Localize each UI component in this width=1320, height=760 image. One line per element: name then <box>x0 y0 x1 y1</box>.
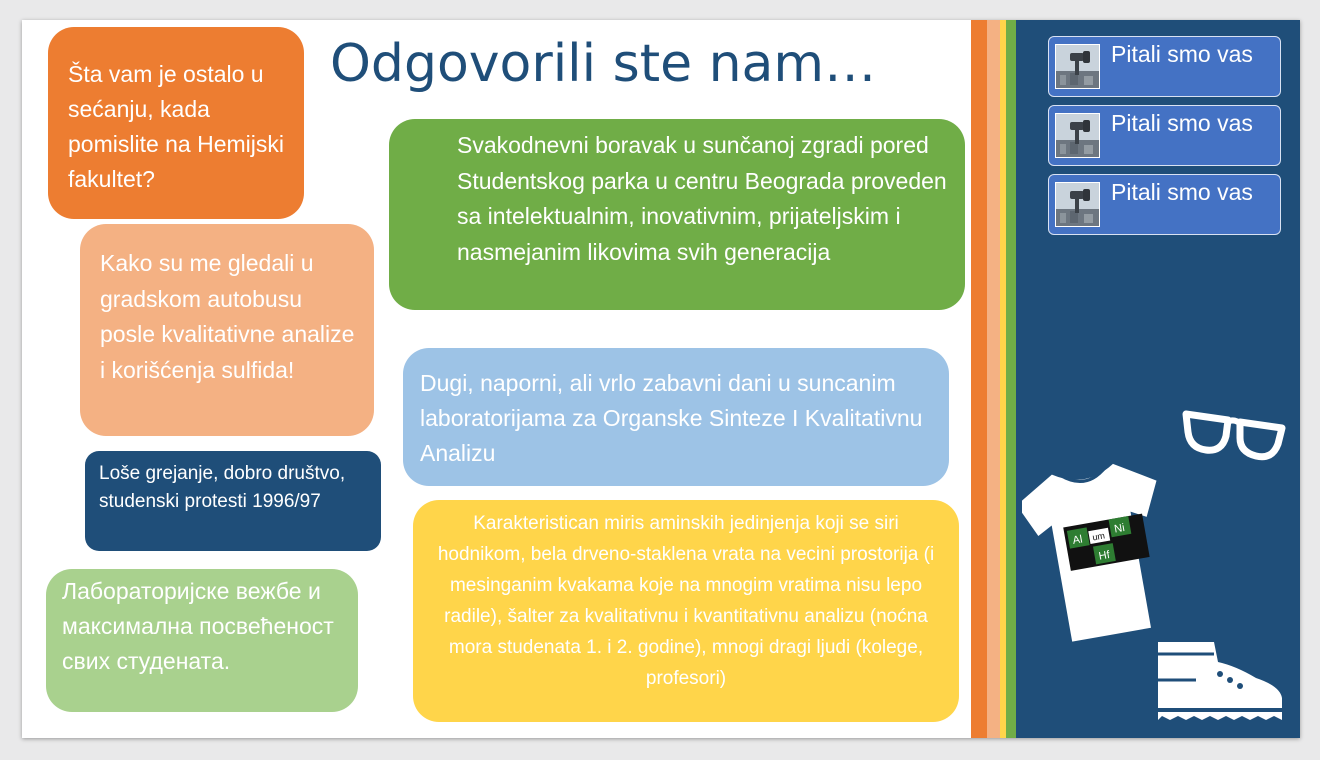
pitali-smo-vas-button-2[interactable] <box>1048 105 1281 166</box>
glasses-icon <box>1182 406 1286 462</box>
button-label: Pitali smo vas <box>1111 110 1253 136</box>
slide <box>22 20 1300 738</box>
button-label: Pitali smo vas <box>1111 41 1253 67</box>
question-bubble: Šta vam je ostalo u sećanju, kada pomislite na Hemijski fakultet? <box>48 27 304 219</box>
pitali-smo-vas-button-1[interactable] <box>1048 36 1281 97</box>
pitali-smo-vas-button-3[interactable] <box>1048 174 1281 235</box>
page-title: Odgovorili ste nam… <box>330 34 877 94</box>
binoculars-thumbnail <box>1055 44 1100 89</box>
answer-bubble-navy: Loše grejanje, dobro društvo, studenski protesti 1996/97 <box>85 451 381 551</box>
answer-bubble-yellow: Karakteristican miris aminskih jedinjenja koji se siri hodnikom, bela drveno-staklena vrata na vecini prostorija (i mesinganim kvakama koje na mnogim vratima nisu lepo radile), šalter za kvalitativnu i kvantitativnu analizu (noćna mora studenata 1. i 2. godine), mnogi dragi ljudi (kolege, profesori) <box>413 500 959 722</box>
answer-bubble-green: Svakodnevni boravak u sunčanoj zgradi pored Studentskog parka u centru Beograda proveden sa intelektualnim, inovativnim, prijateljskim i nasmejanim likovima svih generacija <box>389 119 965 310</box>
tile-ni: Ni <box>1113 521 1126 536</box>
tshirt-icon <box>1022 460 1172 645</box>
tile-al: Al <box>1071 533 1084 547</box>
answer-bubble-peach: Kako su me gledali u gradskom autobusu posle kvalitativne analize i korišćenja sulfida! <box>80 224 374 436</box>
stripe-amber <box>987 20 1000 738</box>
stripe-green <box>1006 20 1016 738</box>
tile-um: um <box>1091 530 1106 543</box>
binoculars-thumbnail <box>1055 113 1100 158</box>
tile-hf: Hf <box>1097 548 1111 563</box>
button-label: Pitali smo vas <box>1111 179 1253 205</box>
stripe-orange <box>971 20 987 738</box>
answer-bubble-blue: Dugi, naporni, ali vrlo zabavni dani u suncanim laboratorijama za Organske Sinteze I Kvalitativnu Analizu <box>403 348 949 486</box>
sneaker-icon <box>1156 636 1286 726</box>
answer-bubble-light-green: Лабораторијске вежбе и максимална посвећеност свих студената. <box>46 569 358 712</box>
binoculars-thumbnail <box>1055 182 1100 227</box>
